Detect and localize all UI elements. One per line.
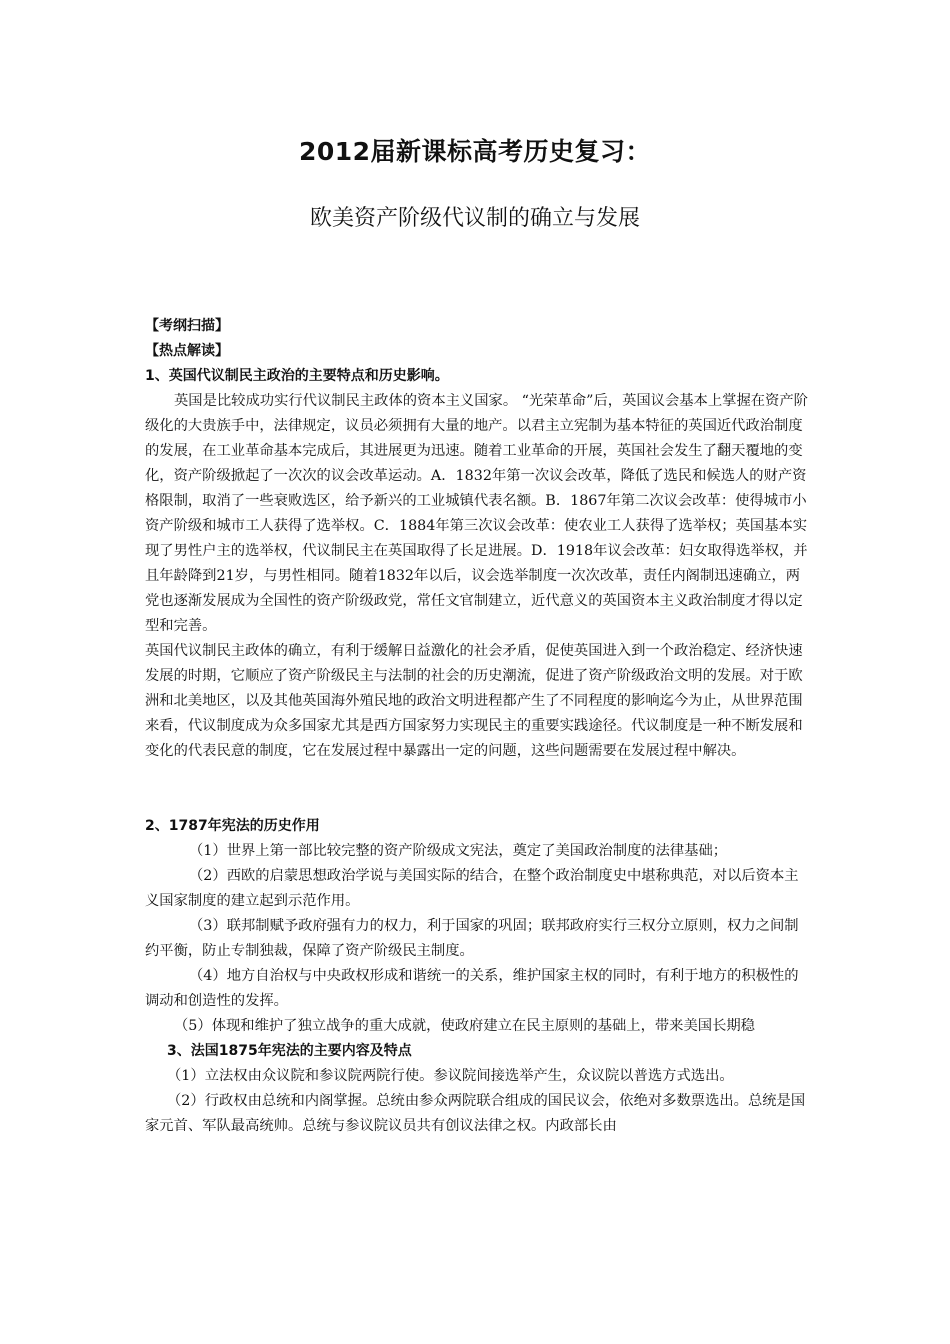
section1-heading: 1、英国代议制民主政治的主要特点和历史影响。 — [145, 368, 449, 384]
list-item: （5）体现和维护了独立战争的重大成就，使政府建立在民主原则的基础上，带来美国长期稳 — [174, 1018, 755, 1034]
list-item: （1）立法权由众议院和参议院两院行使。参议院间接选举产生，众议院以普选方式选出。 — [167, 1068, 734, 1084]
list-item: （3）联邦制赋予政府强有力的权力，利于国家的巩固；联邦政府实行三权分立原则，权力之间制约平衡，防止专制独裁，保障了资产阶级民主制度。 — [145, 918, 799, 959]
document-subtitle: 欧美资产阶级代议制的确立与发展 — [309, 206, 640, 231]
hotspot-tag: 【热点解读】 — [145, 343, 229, 359]
section3-heading: 3、法国1875年宪法的主要内容及特点 — [167, 1043, 412, 1059]
list-item: （2）行政权由总统和内阁掌握。总统由参众两院联合组成的国民议会，依绝对多数票选出。总统是国家元首、军队最高统帅。总统与参议院议员共有创议法律之权。内政部长由 — [145, 1093, 806, 1134]
outline-tag: 【考纲扫描】 — [145, 318, 229, 334]
section2-heading: 2、1787年宪法的历史作用 — [145, 818, 320, 834]
spacer — [145, 764, 811, 814]
list-item: （1）世界上第一部比较完整的资产阶级成文宪法，奠定了美国政治制度的法律基础； — [189, 843, 728, 859]
section1-paragraph: 英国是比较成功实行代议制民主政体的资本主义国家。 “光荣革命”后，英国议会基本上掌握在资产阶级化的大贵族手中，法律规定，议员必须拥有大量的地产。以君主立宪制为基本特征的英国近代政治制度的发展，在工业革命基本完成后，其进展更为迅速。随着工业革命的开展，英国社会发生了翻天覆地的变化，资产阶级掀起了一次次的议会改革运动。A．1832年第一次议会改革，降低了选民和候选人的财产资格限制，取消了一些衰败选区，给予新兴的工业城镇代表名额。B．1867年第二次议会改革：使得城市小资产阶级和城市工人获得了选举权。C．1884年第三次议会改革：使农业工人获得了选举权；英国基本实现了男性户主的选举权，代议制民主在英国取得了长足进展。D．1918年议会改革：妇女取得选举权，并且年龄降到21岁，与男性相同。随着1832年以后，议会选举制度一次次改革，责任内阁制迅速确立，两党也逐渐发展成为全国性的资产阶级政党，常任文官制建立，近代意义的英国资本主义政治制度才得以定型和完善。 — [145, 393, 808, 634]
list-item: （2）西欧的启蒙思想政治学说与美国实际的结合，在整个政治制度史中堪称典范，对以后资本主义国家制度的建立起到示范作用。 — [145, 868, 799, 909]
list-item: （4）地方自治权与中央政权形成和谐统一的关系，维护国家主权的同时，有利于地方的积极性的调动和创造性的发挥。 — [145, 968, 799, 1009]
document-body — [145, 314, 811, 1139]
document-title: 2012届新课标高考历史复习： — [298, 137, 652, 166]
section1-paragraph: 英国代议制民主政体的确立，有利于缓解日益激化的社会矛盾，促使英国进入到一个政治稳定、经济快速发展的时期，它顺应了资产阶级民主与法制的社会的历史潮流，促进了资产阶级政治文明的发展。对于欧洲和北美地区，以及其他英国海外殖民地的政治文明进程都产生了不同程度的影响迄今为止，从世界范围来看，代议制度成为众多国家尤其是西方国家努力实现民主的重要实践途径。代议制度是一种不断发展和变化的代表民意的制度，它在发展过程中暴露出一定的问题，这些问题需要在发展过程中解决。 — [145, 643, 803, 759]
